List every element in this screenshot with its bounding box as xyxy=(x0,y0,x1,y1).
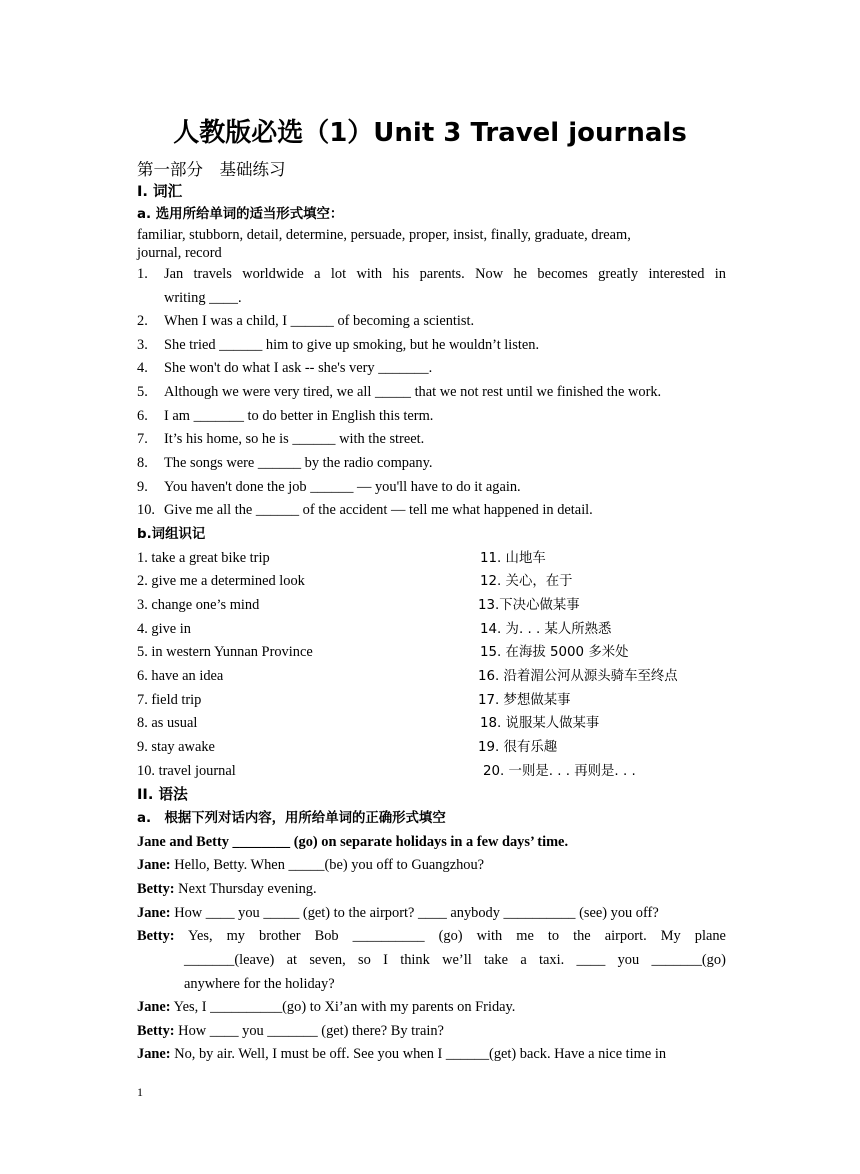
word: greatly xyxy=(598,266,639,282)
word: lot xyxy=(330,266,347,282)
word: taxi. xyxy=(539,952,565,968)
word: a xyxy=(520,952,527,968)
dialogue-text-line-1 xyxy=(188,928,726,945)
vocab-item-text: She won't do what I ask -- she's very _______. xyxy=(164,360,433,376)
word: parents. xyxy=(419,266,465,282)
vocab-item-number: 4. xyxy=(137,360,148,376)
word: we’ll xyxy=(442,952,472,968)
subsection-a-heading: a. 选用所给单词的适当形式填空： xyxy=(137,207,344,222)
vocab-item-text: Although we were very tired, we all _____ that we not rest until we finished the work. xyxy=(164,384,662,400)
word: with xyxy=(356,266,383,282)
word: Yes, xyxy=(188,928,213,944)
dialogue-line xyxy=(137,857,484,874)
word: to xyxy=(547,928,560,944)
phrase-right: 12. 关心，在于 xyxy=(480,574,573,589)
phrase-left: 4. give in xyxy=(137,621,191,637)
phrase-left: 7. field trip xyxy=(137,692,202,708)
vocab-item-text: It’s his home, so he is ______ with the street. xyxy=(164,431,425,447)
dialogue-text: Hello, Betty. When _____(be) you off to Guangzhou? xyxy=(174,857,485,873)
speaker-name: Betty: xyxy=(137,928,175,944)
word: at xyxy=(286,952,298,968)
word: __________ xyxy=(352,928,425,944)
dialogue-text-line-2 xyxy=(184,952,726,969)
word: Bob xyxy=(314,928,339,944)
vocab-item-text: When I was a child, I ______ of becoming a scientist. xyxy=(164,313,475,329)
word-bank-line-1: familiar, stubborn, detail, determine, persuade, proper, insist, finally, graduate, dream, xyxy=(137,227,631,243)
word: his xyxy=(392,266,410,282)
part1-heading: 第一部分 基础练习 xyxy=(137,160,286,179)
vocab-item-number: 8. xyxy=(137,455,148,471)
word: interested xyxy=(648,266,705,282)
vocab-item-text: The songs were ______ by the radio company. xyxy=(164,455,433,471)
vocab-item-text: Give me all the ______ of the accident — tell me what happened in detail. xyxy=(164,502,593,518)
phrase-right: 16. 沿着湄公河从源头骑车至终点 xyxy=(478,669,678,684)
word: travels xyxy=(193,266,232,282)
vocab-item-number: 6. xyxy=(137,408,148,424)
word: ____ xyxy=(576,952,606,968)
phrase-left: 9. stay awake xyxy=(137,739,215,755)
vocab-item-number: 9. xyxy=(137,479,148,495)
phrase-right: 18. 说服某人做某事 xyxy=(480,716,600,731)
phrase-left: 3. change one’s mind xyxy=(137,597,260,613)
dialogue-line xyxy=(137,1046,666,1063)
dialogue-line xyxy=(137,1023,444,1040)
word: brother xyxy=(259,928,301,944)
word: you xyxy=(617,952,640,968)
dialogue-text: Next Thursday evening. xyxy=(178,881,317,897)
phrase-left: 8. as usual xyxy=(137,715,198,731)
phrase-left: 6. have an idea xyxy=(137,668,224,684)
word: think xyxy=(400,952,430,968)
vocab-item-1-number: 1. xyxy=(137,266,148,282)
word: so xyxy=(358,952,371,968)
word: a xyxy=(314,266,321,282)
word: my xyxy=(226,928,245,944)
dialogue-text: How ____ you _______ (get) there? By train? xyxy=(178,1023,444,1039)
word: he xyxy=(513,266,528,282)
vocab-item-number: 10. xyxy=(137,502,155,518)
phrase-left: 1. take a great bike trip xyxy=(137,550,270,566)
dialogue-text: Yes, I __________(go) to Xi’an with my parents on Friday. xyxy=(173,999,516,1015)
page-title: 人教版必选（1）Unit 3 Travel journals xyxy=(173,118,687,148)
word: seven, xyxy=(309,952,346,968)
word: My xyxy=(660,928,681,944)
phrase-right: 17. 梦想做某事 xyxy=(478,693,571,708)
word: _______(go) xyxy=(651,952,726,968)
word: _______(leave) xyxy=(184,952,275,968)
word: with xyxy=(476,928,503,944)
vocab-item-1-line-2: writing ____. xyxy=(164,290,242,306)
phrase-right: 13.下决心做某事 xyxy=(478,598,580,613)
phrase-left: 10. travel journal xyxy=(137,763,236,779)
vocab-item-1-line-1 xyxy=(164,266,726,283)
speaker-name: Betty: xyxy=(137,1023,175,1039)
dialogue-line xyxy=(137,999,515,1016)
speaker-name: Betty: xyxy=(137,881,175,897)
word: plane xyxy=(694,928,726,944)
subsection-b-heading: b.词组识记 xyxy=(137,527,206,542)
vocab-item-number: 3. xyxy=(137,337,148,353)
dialogue-text-line-3: anywhere for the holiday? xyxy=(184,976,335,992)
word: me xyxy=(516,928,534,944)
dialogue-text: No, by air. Well, I must be off. See you when I ______(get) back. Have a nice time in xyxy=(174,1046,667,1062)
phrase-right: 20. 一则是. . . 再则是. . . xyxy=(483,764,636,779)
word: airport. xyxy=(604,928,647,944)
speaker-name: Jane: xyxy=(137,999,171,1015)
word: the xyxy=(573,928,591,944)
vocab-item-number: 5. xyxy=(137,384,148,400)
section2-heading: II. 语法 xyxy=(137,786,188,803)
phrase-right: 19. 很有乐趣 xyxy=(478,740,558,755)
speaker-name: Jane: xyxy=(137,1046,171,1062)
phrase-right: 15. 在海拔 5000 多米处 xyxy=(480,645,629,660)
dialogue-line xyxy=(137,881,317,898)
word: in xyxy=(714,266,726,282)
phrase-right: 14. 为. . . 某人所熟悉 xyxy=(480,622,612,637)
word: Now xyxy=(475,266,504,282)
vocab-item-text: She tried ______ him to give up smoking, but he wouldn’t listen. xyxy=(164,337,540,353)
grammar-a-heading: a. 根据下列对话内容，用所给单词的正确形式填空 xyxy=(137,811,446,826)
phrase-left: 5. in western Yunnan Province xyxy=(137,644,313,660)
dialogue-text: How ____ you _____ (get) to the airport? ____ anybody __________ (see) you off? xyxy=(174,905,659,921)
page-number: 1 xyxy=(137,1085,143,1099)
word: I xyxy=(383,952,388,968)
vocab-item-number: 2. xyxy=(137,313,148,329)
speaker-name: Jane: xyxy=(137,857,171,873)
word: becomes xyxy=(537,266,588,282)
phrase-right: 11. 山地车 xyxy=(480,551,546,566)
speaker-name: Jane: xyxy=(137,905,171,921)
section1-heading: I. 词汇 xyxy=(137,183,183,200)
word: worldwide xyxy=(242,266,304,282)
dialogue-intro: Jane and Betty ________ (go) on separate holidays in a few days’ time. xyxy=(137,834,569,850)
vocab-item-number: 7. xyxy=(137,431,148,447)
word-bank-line-2: journal, record xyxy=(137,245,222,261)
vocab-item-text: You haven't done the job ______ — you'll have to do it again. xyxy=(164,479,521,495)
word: Jan xyxy=(164,266,184,282)
word: take xyxy=(484,952,508,968)
vocab-item-text: I am _______ to do better in English this term. xyxy=(164,408,434,424)
phrase-left: 2. give me a determined look xyxy=(137,573,305,589)
dialogue-line xyxy=(137,905,659,922)
word: (go) xyxy=(438,928,463,944)
